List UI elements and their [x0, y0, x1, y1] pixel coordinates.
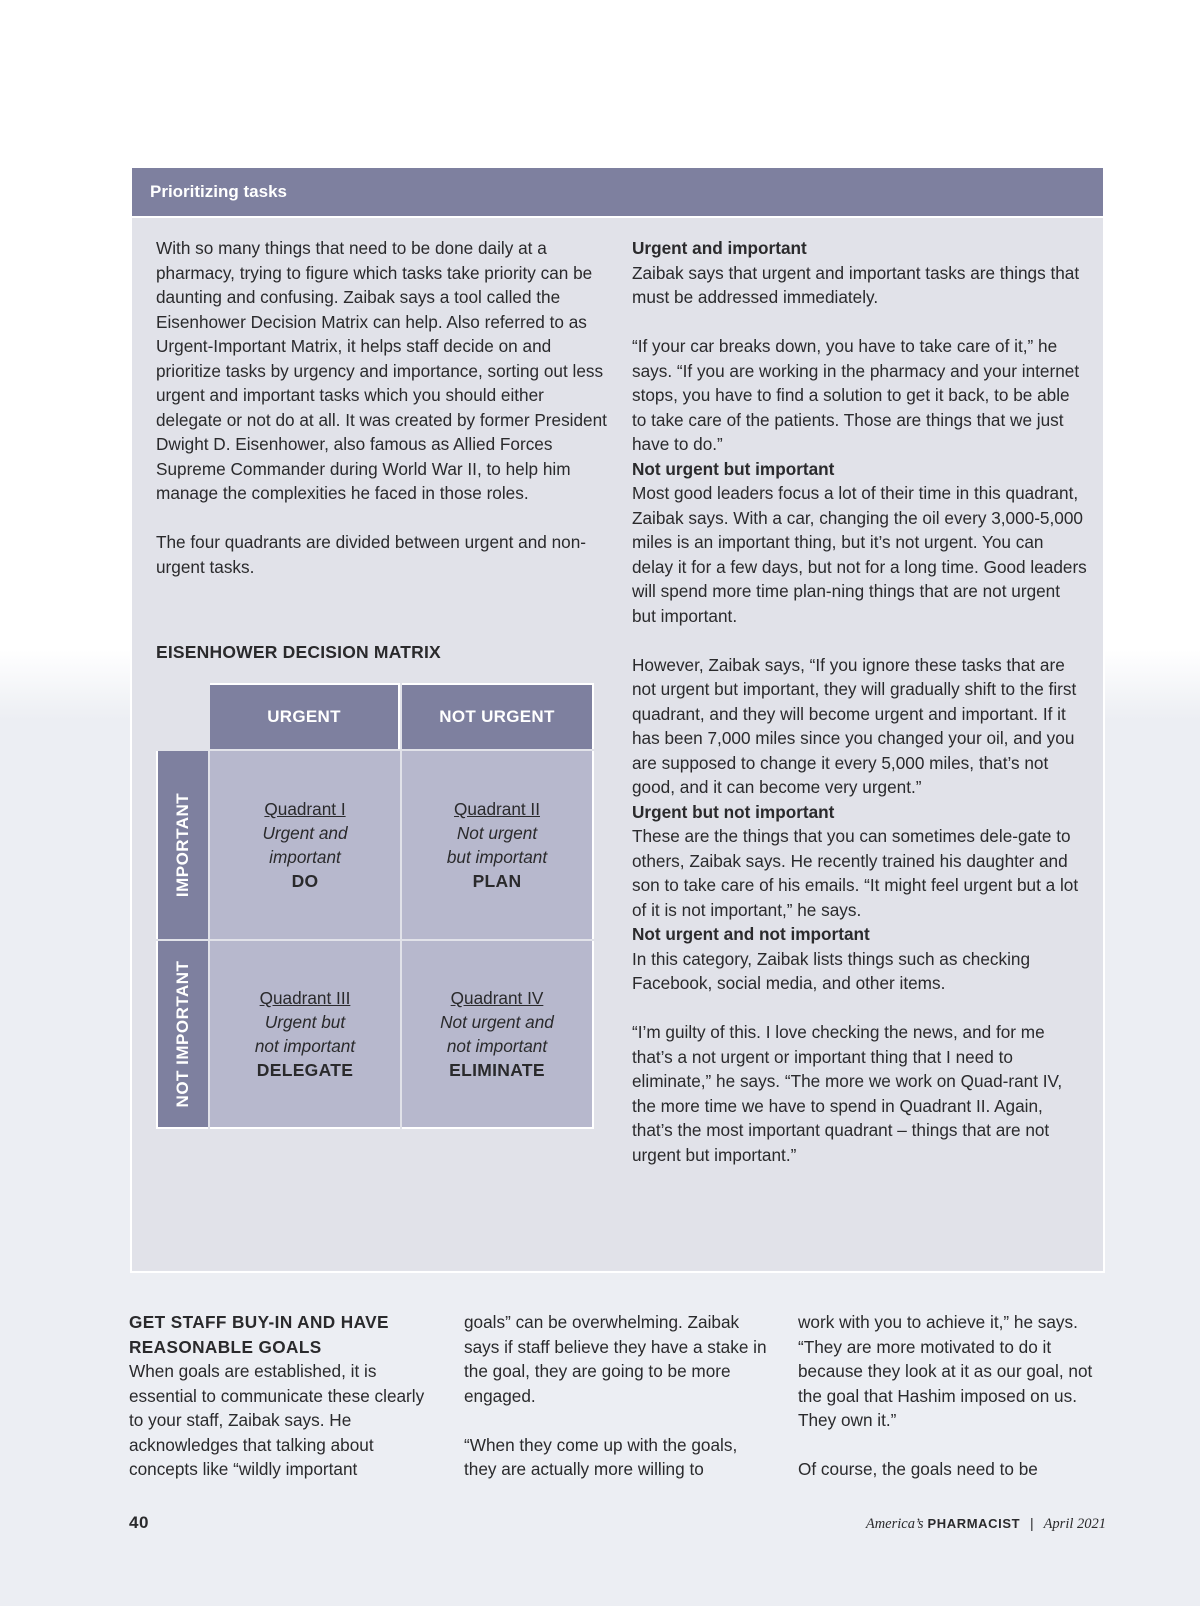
- section-heading: Urgent and important: [632, 238, 807, 258]
- section-paragraph: In this category, Zaibak lists things such as checking Facebook, social media, and other items.: [632, 948, 1031, 993]
- section-heading: Not urgent but important: [632, 458, 835, 479]
- footer-separator: |: [1030, 1515, 1034, 1531]
- magazine-name: PHARMACIST: [927, 1516, 1021, 1531]
- page-number: 40: [129, 1513, 149, 1532]
- quadrant-3-name: Quadrant III: [259, 988, 351, 1008]
- col-header-urgent: URGENT: [210, 683, 400, 749]
- quadrant-2-name: Quadrant II: [454, 799, 540, 819]
- article-heading: REASONABLE GOALS: [129, 1336, 322, 1357]
- eisenhower-matrix: [156, 683, 606, 1133]
- magazine-footer: [866, 1515, 1106, 1533]
- issue-date: April 2021: [1043, 1516, 1106, 1532]
- section-paragraph: Zaibak says that urgent and important tasks are things that must be addressed immediately.: [632, 262, 1080, 307]
- quadrant-1-name: Quadrant I: [264, 799, 346, 819]
- quadrant-4-desc: Not urgent and: [440, 1012, 554, 1032]
- article-heading: GET STAFF BUY-IN AND HAVE: [129, 1312, 389, 1332]
- quadrant-2: [402, 751, 594, 939]
- section-paragraph: “I’m guilty of this. I love checking the news, and for me that’s a not urgent or important thing that I need to eliminate,” he says. “The more we work on Quad-rant IV, the more time we have to spend in Quadrant II. Again, that’s the most important quadrant – things that are not urgent but important.”: [632, 1022, 1063, 1165]
- quadrant-4-action: ELIMINATE: [449, 1060, 545, 1080]
- quadrant-1-desc: Urgent and: [262, 823, 348, 843]
- article-paragraph: goals” can be overwhelming. Zaibak says if staff believe they have a stake in the goal, they are going to be more engaged.: [464, 1312, 767, 1406]
- row-header-important: IMPORTANT: [156, 751, 208, 939]
- sidebar-title: Prioritizing tasks: [132, 168, 1103, 216]
- quadrant-3-desc: Urgent but: [264, 1012, 346, 1032]
- quadrant-1-desc: important: [269, 847, 341, 867]
- quadrant-3: [210, 941, 400, 1129]
- quadrants-paragraph: The four quadrants are divided between urgent and non-urgent tasks.: [156, 532, 586, 577]
- row-header-not-important: NOT IMPORTANT: [156, 941, 208, 1129]
- quadrant-3-action: DELEGATE: [256, 1060, 354, 1080]
- section-paragraph: Most good leaders focus a lot of their time in this quadrant, Zaibak says. With a car, changing the oil every 3,000-5,000 miles is an important thing, but it’s not urgent. You can delay it for a few days, but not for a long time. Good leaders will spend more time plan-ning things that are not urgent but important.: [632, 483, 1087, 626]
- section-heading: Urgent but not important: [632, 801, 835, 822]
- article-paragraph: “When they come up with the goals, they are actually more willing to: [464, 1434, 738, 1479]
- article-paragraph: Of course, the goals need to be: [798, 1459, 1038, 1479]
- quadrant-2-action: PLAN: [472, 871, 522, 891]
- quadrant-4-name: Quadrant IV: [450, 988, 544, 1008]
- article-column-3: [798, 1310, 1103, 1482]
- header-rule: [132, 216, 1103, 218]
- intro-paragraph: With so many things that need to be done daily at a pharmacy, trying to figure which tasks take priority can be daunting and confusing. Zaibak says a tool called the Eisenhower Decision Matrix can help. Also referred to as Urgent-Important Matrix, it helps staff decide on and prioritize tasks by urgency and importance, sorting out less urgent and important tasks which you should either delegate or not do at all. It was created by former President Dwight D. Eisenhower, also famous as Allied Forces Supreme Commander during World War II, to help him manage the complexities he faced in those roles.: [156, 238, 607, 503]
- matrix-title: EISENHOWER DECISION MATRIX: [156, 642, 441, 662]
- quadrant-4-desc: not important: [446, 1036, 548, 1056]
- quadrant-1-action: DO: [291, 871, 319, 891]
- section-paragraph: However, Zaibak says, “If you ignore these tasks that are not urgent but important, they will gradually shift to the first quadrant, and they will become urgent and important. If it has been 7,000 miles since you changed your oil, and you are supposed to change it every 5,000 miles, that’s not good, and it can become very urgent.”: [632, 654, 1077, 797]
- sidebar-box: [130, 166, 1105, 1273]
- quadrant-2-desc: but important: [446, 847, 548, 867]
- quadrant-4: [402, 941, 594, 1129]
- article-column-1: [129, 1310, 434, 1482]
- section-paragraph: These are the things that you can sometimes dele-gate to others, Zaibak says. He recently trained his daughter and son to take care of his emails. “It might feel urgent but a lot of it is not important,” he says.: [632, 826, 1079, 920]
- quadrant-3-desc: not important: [254, 1036, 356, 1056]
- article-column-2: [464, 1310, 769, 1482]
- quadrant-2-desc: Not urgent: [456, 823, 538, 843]
- col-header-not-urgent: NOT URGENT: [402, 683, 594, 749]
- sidebar-right-column: [632, 236, 1087, 1167]
- magazine-prefix: America’s: [865, 1516, 924, 1532]
- quadrant-1: [210, 751, 400, 939]
- section-paragraph: “If your car breaks down, you have to take care of it,” he says. “If you are working in the pharmacy and your internet stops, you have to find a solution to get it back, to be able to take care of the patients. Those are things that we just have to do.”: [632, 336, 1080, 454]
- sidebar-left-column: [156, 236, 611, 579]
- section-heading: Not urgent and not important: [632, 924, 870, 944]
- article-paragraph: work with you to achieve it,” he says. “They are more motivated to do it because they look at it as our goal, not the goal that Hashim imposed on us. They own it.”: [798, 1312, 1093, 1430]
- article-paragraph: When goals are established, it is essential to communicate these clearly to your staff, Zaibak says. He acknowledges that talking about concepts like “wildly important: [129, 1361, 425, 1479]
